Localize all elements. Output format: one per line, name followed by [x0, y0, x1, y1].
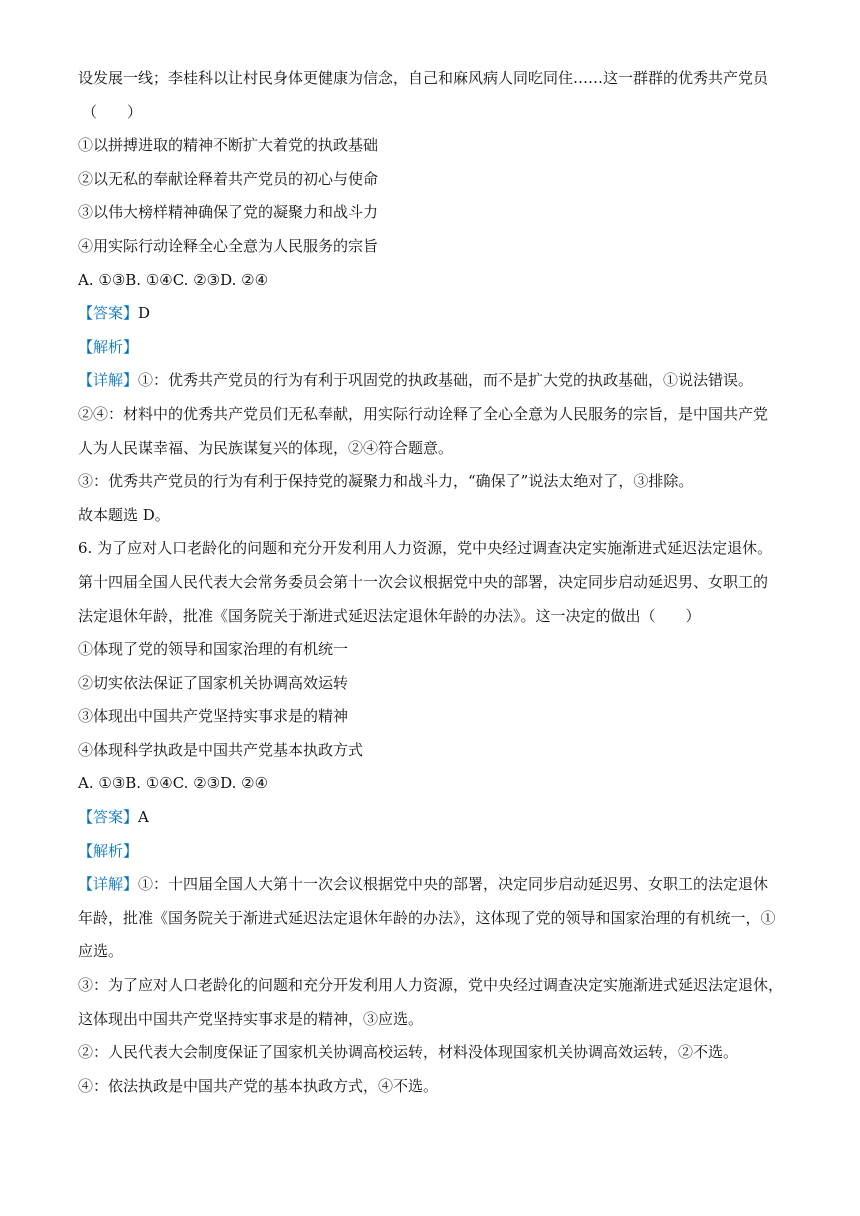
q6-analysis-tag: 【解析】 [78, 841, 139, 860]
q5-detail-3: 人为人民谋幸福、为民族谋复兴的体现，②④符合题意。 [78, 438, 454, 457]
q5-option-1: ①以拼搏进取的精神不断扩大着党的执政基础 [78, 136, 379, 155]
q6-stem-2: 第十四届全国人民代表大会常务委员会第十一次会议根据党中央的部署，决定同步启动延迟男、女职工的 [78, 572, 769, 591]
q6-stem-3: 法定退休年龄，批准《国务院关于渐进式延迟法定退休年龄的办法》。这一决定的做出（ ） [78, 606, 701, 625]
q5-option-2: ②以无私的奉献诠释着共产党员的初心与使命 [78, 169, 379, 188]
q5-blank [78, 96, 790, 130]
q5-detail-2: ②④：材料中的优秀共产党员们无私奉献，用实际行动诠释了全心全意为人民服务的宗旨，是中国共产党 [78, 404, 769, 423]
q6-option-3: ③体现出中国共产党坚持实事求是的精神 [78, 707, 349, 726]
q6-detail-4: ③：为了应对人口老龄化的问题和充分开发利用人力资源，党中央经过调查决定实施渐进式延迟法定退休， [78, 976, 784, 995]
q5-answer-tag: 【答案】 [78, 304, 139, 323]
q6-option-2: ②切实依法保证了国家机关协调高效运转 [78, 673, 349, 692]
q5-answer-value: D [138, 304, 151, 323]
document-page [78, 62, 790, 1103]
q5-stem-tail: 设发展一线；李桂科以让村民身体更健康为信念，自己和麻风病人同吃同住……这一群群的优秀共产党员 [78, 69, 769, 87]
q6-answer-tag: 【答案】 [78, 808, 139, 827]
q5-option-3: ③以伟大榜样精神确保了党的凝聚力和战斗力 [78, 203, 379, 222]
q5-detail-4: ③：优秀共产党员的行为有利于保持党的凝聚力和战斗力，“确保了”说法太绝对了，③排除。 [78, 472, 694, 491]
q6-detail-7: ④：依法执政是中国共产党的基本执政方式，④不选。 [78, 1076, 439, 1095]
q6-option-4: ④体现科学执政是中国共产党基本执政方式 [78, 740, 364, 759]
q5-analysis-tag: 【解析】 [78, 337, 139, 356]
q6-answer-value: A [138, 808, 149, 827]
q6-detail-1 [78, 868, 790, 902]
q6-stem-1: 6. 为了应对人口老龄化的问题和充分开发利用人力资源，党中央经过调查决定实施渐进式延迟法定退休。 [78, 539, 773, 558]
q6-detail-5: 这体现出中国共产党坚持实事求是的精神，③应选。 [78, 1009, 424, 1028]
q6-detail-text-1: ①：十四届全国人大第十一次会议根据党中央的部署，决定同步启动延迟男、女职工的法定退休 [138, 875, 769, 894]
q6-option-1: ①体现了党的领导和国家治理的有机统一 [78, 640, 349, 659]
q6-answer [78, 801, 790, 835]
q5-detail-1 [78, 364, 790, 398]
q6-detail-6: ②：人民代表大会制度保证了国家机关协调高校运转，材料没体现国家机关协调高效运转，②不选。 [78, 1043, 739, 1062]
q5-option-4: ④用实际行动诠释全心全意为人民服务的宗旨 [78, 236, 379, 255]
q6-detail-tag: 【详解】 [78, 875, 139, 894]
q5-detail-tag: 【详解】 [78, 371, 139, 390]
q5-blank-bracket: （ ） [82, 102, 143, 121]
q5-detail-5: 故本题选 D。 [78, 505, 170, 524]
q5-answer [78, 297, 790, 331]
q6-choices: A. ①③B. ①④C. ②③D. ②④ [78, 774, 269, 793]
q5-detail-text-1: ①：优秀共产党员的行为有利于巩固党的执政基础，而不是扩大党的执政基础，①说法错误。 [138, 371, 754, 390]
q6-detail-2: 年龄，批准《国务院关于渐进式延迟法定退休年龄的办法》，这体现了党的领导和国家治理的有机统一，① [78, 908, 776, 927]
q6-detail-3: 应选。 [78, 942, 124, 961]
q5-choices: A. ①③B. ①④C. ②③D. ②④ [78, 270, 269, 289]
